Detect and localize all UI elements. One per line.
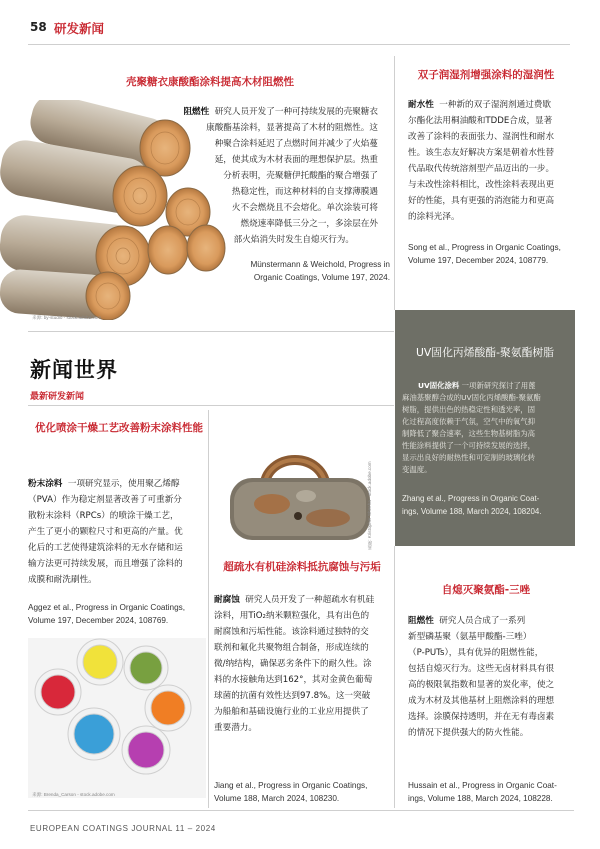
silicone-article-reference: Jiang et al., Progress in Organic Coatings, Volume 188, March 2024, 108230. bbox=[214, 781, 368, 803]
silicone-photo-credit: 来源: Kristopher Sheeha - stock.adobe.com bbox=[367, 461, 372, 550]
wood-article-lead: 阻燃性 bbox=[183, 107, 210, 117]
section-title: 研发新闻 bbox=[54, 21, 105, 36]
powder-article-reference: Aggez et al., Progress in Organic Coatings, Volume 197, December 2024, 108769. bbox=[28, 603, 186, 625]
column-divider bbox=[394, 546, 395, 808]
flame-article-lead: 阻燃性 bbox=[408, 616, 434, 626]
flame-article-title: 自熄灭聚氨酯-三唑 bbox=[441, 584, 531, 596]
wood-article-title: 壳聚糖衣康酸酯涂料提高木材阻燃性 bbox=[126, 76, 294, 88]
silicone-article-body: 耐腐蚀 研究人员开发了一种超疏水有机硅 涂料，用TiO₂纳米颗粒强化，具有出色的 耐腐蚀和污垢性能。该涂料通过独特的交 联剂和氟化共聚物组合制备，形成连续的 微/纳结构，确保恶劣条件下的耐久性。涂 料的水接触角达到162°，其对金黄色葡萄 球菌的抗菌有效性达到97.8%。这一突破 为船舶和基础设施行业的工业应用提供了 重要潜力。 bbox=[214, 595, 375, 733]
section-divider bbox=[28, 405, 394, 406]
powder-article-lead: 粉末涂料 bbox=[28, 479, 63, 489]
journal-footer: EUROPEAN COATINGS JOURNAL 11 – 2024 bbox=[30, 824, 216, 833]
uv-article-body: UV固化涂料 一项新研究探讨了用蓖 麻油基聚醇合成的UV固化丙烯酸酯-聚氨酯 树脂，提供出色的热稳定性和透光率，固 化过程高度依赖于气氛，空气中的氧气抑 制降低了聚合速率，这些生物基树脂为高 性能涂料提供了一个可持续发展的选择， 显示出良好的耐热性和可定制的玻璃化转 变温度。 bbox=[402, 381, 541, 474]
wood-article-body: 阻燃性 研究人员开发了一种可持续发展的壳聚糖衣 康酸酯基涂料，显著提高了木材的阻燃性。这 种聚合涂料延迟了点燃时间并减少了火焰蔓 延，使其成为木材表面的理想保护层。热重 分析表明，壳聚糖伊托酸酯的聚合增强了 热稳定性，而这种材料的自支撑薄膜遇 火不会燃烧且不会熔化。单次涂装可将 燃烧速率降低三分之一，多涂层在外 部火焰消失时发生自熄灭行为。 bbox=[183, 107, 378, 245]
flame-article-reference: Hussain et al., Progress in Organic Coat- ings, Volume 188, March 2024, 108228. bbox=[408, 781, 557, 803]
silicone-article-lead: 耐腐蚀 bbox=[214, 595, 240, 605]
column-divider bbox=[394, 56, 395, 310]
section-divider bbox=[28, 331, 394, 332]
uv-article-title: UV固化丙烯酸酯-聚氨酯树脂 bbox=[416, 346, 554, 359]
wetting-article-body: 耐水性 一种新的双子湿润剂通过费歇 尔酯化法用桐油酸和TDDE合成，显著 改善了涂料的表面张力、湿润性和耐水 性。该生态友好解决方案是朝着水性替 代品取代传统溶剂型产品迈出的一步。 与未改性涂料相比，改性涂料表现出更 好的性能，具有更强的消泡能力和更高 的涂料光泽。 bbox=[408, 100, 555, 222]
news-world-title: 新闻世界 bbox=[30, 358, 118, 382]
pigment-powder-image bbox=[28, 638, 206, 798]
wood-photo-credit: 来源: by-studio - stock.adobe.com bbox=[32, 315, 102, 320]
page-number: 58 bbox=[30, 20, 47, 34]
wetting-article-reference: Song et al., Progress in Organic Coatings, Volume 197, December 2024, 108779. bbox=[408, 243, 561, 265]
rusty-padlock-image bbox=[210, 430, 380, 550]
flame-article-body: 阻燃性 研究人员合成了一系列 新型磷基聚（氨基甲酸酯-三唑） （P-PUTs），具有优异的阻燃性能， 包括自熄灭行为。这些无卤材料具有很 高的极限氧指数和显著的炭化率，使之 成为木材及其他基材上阻燃涂料的理想 选择。涂膜保持透明，并在无有毒卤素 的情况下提供强大的防火性能。 bbox=[408, 616, 555, 738]
wood-article-reference: Münstermann & Weichold, Progress in Organic Coatings, Volume 197, 2024. bbox=[250, 260, 390, 282]
footer-rule bbox=[28, 810, 574, 811]
news-world-subtitle: 最新研发新闻 bbox=[30, 392, 85, 402]
powder-photo-credit: 来源: Brenda_Carson - stock.adobe.com bbox=[32, 792, 115, 797]
column-divider bbox=[208, 410, 209, 808]
powder-article-title: 优化喷涂干燥工艺改善粉末涂料性能 bbox=[35, 422, 203, 434]
uv-article-lead: UV固化涂料 bbox=[418, 381, 460, 390]
silicone-article-title: 超疏水有机硅涂料抵抗腐蚀与污垢 bbox=[223, 561, 381, 573]
wetting-article-title: 双子润湿剂增强涂料的湿润性 bbox=[417, 69, 555, 81]
powder-article-body: 粉末涂料 一项研究显示，使用聚乙烯醇 （PVA）作为稳定剂显著改善了可重新分 散粉末涂料（RPCs）的喷涂干燥工艺， 产生了更小的颗粒尺寸和更高的产量。优 化后的工艺使得建筑涂料的无水存储和运 输方法更可持续发展，而且增强了涂料的 成膜和耐洗刷性。 bbox=[28, 479, 183, 585]
wetting-article-lead: 耐水性 bbox=[408, 100, 434, 110]
uv-article-reference: Zhang et al., Progress in Organic Coat- ings, Volume 188, March 2024, 108204. bbox=[402, 494, 542, 516]
header-rule bbox=[28, 44, 570, 45]
